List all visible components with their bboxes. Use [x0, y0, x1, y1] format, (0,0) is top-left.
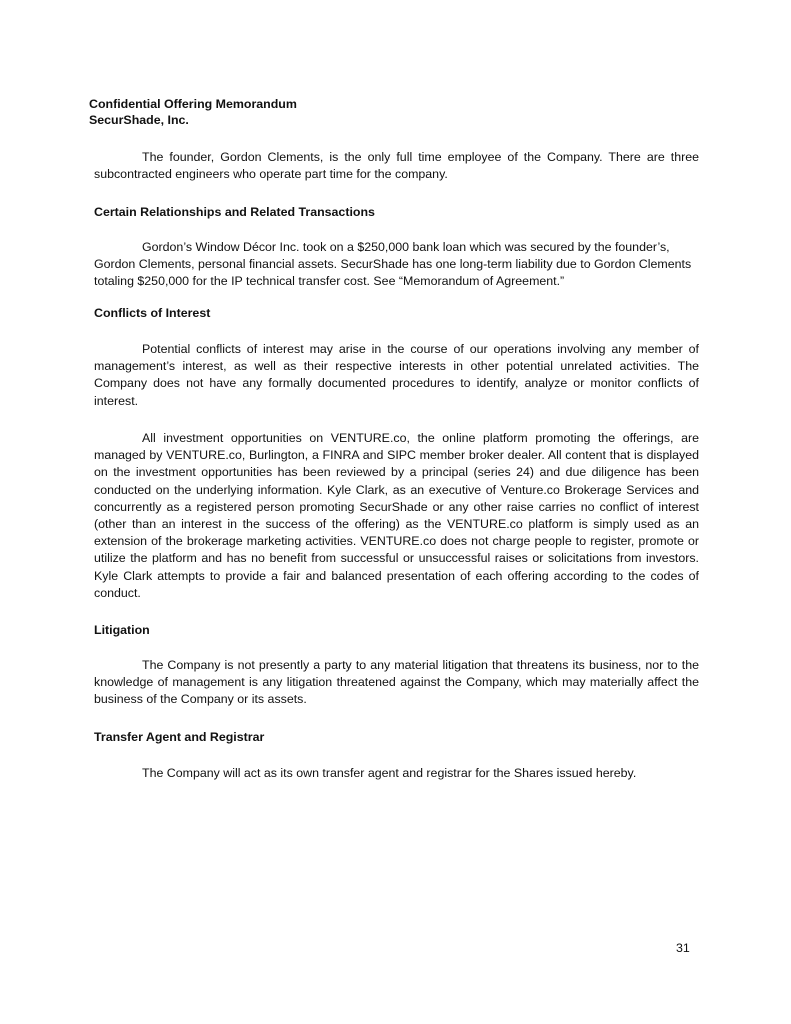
- litigation-body: [94, 657, 699, 709]
- litigation-section: [94, 622, 699, 639]
- company-name: SecurShade, Inc.: [89, 113, 189, 127]
- transfer-agent-heading: Transfer Agent and Registrar: [94, 730, 265, 744]
- litigation-paragraph: The Company is not presently a party to any material litigation that threatens its business, nor to the knowledge of management is any litigation threatened against the Company, which may materially affect the business of the Company or its assets.: [94, 658, 699, 707]
- intro-section: [94, 149, 699, 183]
- related-transactions-paragraph: Gordon’s Window Décor Inc. took on a $250,000 bank loan which was secured by the founder’s, Gordon Clements, personal financial assets. SecurShade has one long-term liability due to Gordon Clements totaling $250,000 for the IP technical transfer cost. See “Memorandum of Agreement.”: [94, 240, 692, 289]
- conflicts-body-1: [94, 341, 699, 410]
- litigation-heading: Litigation: [94, 623, 150, 637]
- intro-paragraph: The founder, Gordon Clements, is the only full time employee of the Company. There are three subcontracted engineers who operate part time for the company.: [94, 150, 699, 182]
- related-transactions-heading: Certain Relationships and Related Transactions: [94, 205, 375, 219]
- related-transactions-body: [94, 239, 699, 291]
- document-header: [89, 96, 297, 128]
- transfer-agent-section: [94, 729, 699, 746]
- transfer-agent-body: [94, 765, 699, 782]
- transfer-agent-paragraph: The Company will act as its own transfer agent and registrar for the Shares issued hereby.: [142, 766, 637, 780]
- conflicts-section: [94, 305, 699, 322]
- document-title: Confidential Offering Memorandum: [89, 97, 297, 111]
- page-number: 31: [676, 941, 690, 955]
- conflicts-paragraph-2: All investment opportunities on VENTURE.co, the online platform promoting the offerings, are managed by VENTURE.co, Burlington, a FINRA and SIPC member broker dealer. All content that is displayed on the investment opportunities has been reviewed by a principal (series 24) and due diligence has been conducted on the underlying information. Kyle Clark, as an executive of Venture.co Brokerage Services and concurrently as a registered person promoting SecurShade or any other raise carries no conflict of interest (other than an interest in the success of the offering) as the VENTURE.co platform is simply used as an extension of the brokerage marketing activities. VENTURE.co does not charge people to register, promote or utilize the platform and has no benefit from successful or unsuccessful raises or solicitations from investors. Kyle Clark attempts to provide a fair and balanced presentation of each offering according to the codes of conduct.: [94, 431, 699, 600]
- conflicts-paragraph-1: Potential conflicts of interest may arise in the course of our operations involving any member of management’s interest, as well as their respective interests in other potential unrelated activities. The Company does not have any formally documented procedures to identify, analyze or monitor conflicts of interest.: [94, 342, 699, 408]
- conflicts-heading: Conflicts of Interest: [94, 306, 211, 320]
- related-transactions-section: [94, 204, 699, 221]
- conflicts-body-2: [94, 430, 699, 602]
